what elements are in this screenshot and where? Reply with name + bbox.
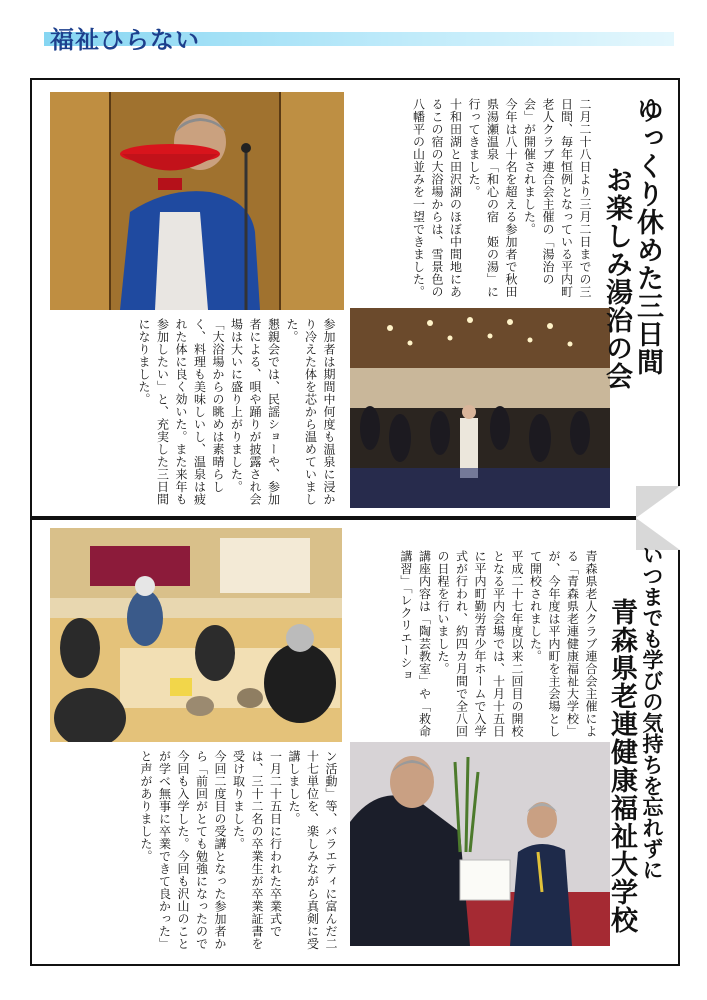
paragraph: ン活動」等、バラエティに富んだ二十七単位を、楽しみながら真剣に受講しました。 [287, 750, 338, 950]
newsletter-title: 福祉ひらない [50, 26, 200, 54]
paragraph: 十和田湖と田沢湖のほぼ中間地にあるこの宿の大浴場からは、雪景色の八幡平の山並みを一望できました。 [411, 98, 463, 298]
article-college-body-right [350, 550, 600, 738]
article-college-title-2: 青森県老連健康福祉大学校 [606, 598, 637, 934]
paragraph: 平成二十七年度以来二回目の開校となる平内会場では、十月十五日に平内町勤労青少年ホームで入学式が行われ、約四カ月間で全八回の日程を行いました。 [436, 550, 524, 738]
photo-banquet-hall [350, 308, 610, 508]
article-onsen-frame [30, 78, 680, 518]
article-onsen-title-2: お楽しみ湯治の会 [601, 166, 632, 390]
photo-pottery-class [50, 528, 342, 742]
paragraph: 今回二度目の受講となった参加者から「前回がとても勉強になったので今回も入学した。今回も沢山のことが学べ無事に卒業できて良かった」と声がありました。 [139, 750, 227, 950]
page-fold-corner [636, 486, 680, 518]
article-college-frame [30, 518, 680, 966]
paragraph: 懇親会では、民謡ショーや、参加者による、唄や踊りが披露され会場は大いに盛り上がりました。 [229, 318, 281, 506]
article-onsen-body-left [70, 318, 338, 508]
paragraph: 今年は八十名を超える参加者で秋田県湯瀬温泉「和心の宿 姫の湯」に行ってきました。 [467, 98, 518, 298]
paragraph: 二月二十八日より三月二日までの三日間、毎年恒例となっている平内町老人クラブ連合会主催の「湯治の会」が開催されました。 [522, 98, 592, 298]
article-onsen-body-right [350, 98, 594, 298]
paragraph: 一月二十五日に行われた卒業式では、三十二名の卒業生が卒業証書を受け取りました。 [231, 750, 283, 950]
paragraph: 青森県老人クラブ連合会主催による「青森県老連健康福祉大学校」が、今年度は平内町を主会場として開校されました。 [528, 550, 598, 738]
article-college-title-1: いつまでも学びの気持ちを忘れずに [640, 544, 664, 880]
paragraph: 講座内容は「陶芸教室」や「救命講習」「レクリエーショ [399, 550, 432, 738]
paragraph: 「大浴場からの眺めは素晴らしく、料理も美味しいし、温泉は疲れた体に良く効いた。また来年も参加したい」と、充実した三日間になりました。 [137, 318, 225, 506]
photo-sake-cup [50, 92, 344, 310]
paragraph: 参加者は期間中何度も温泉に浸かり冷えた体を芯から温めていました。 [285, 318, 336, 506]
article-onsen-title-1: ゆっくり休めた三日間 [632, 96, 663, 376]
article-college-body-left [68, 750, 340, 950]
photo-graduation [350, 742, 610, 946]
